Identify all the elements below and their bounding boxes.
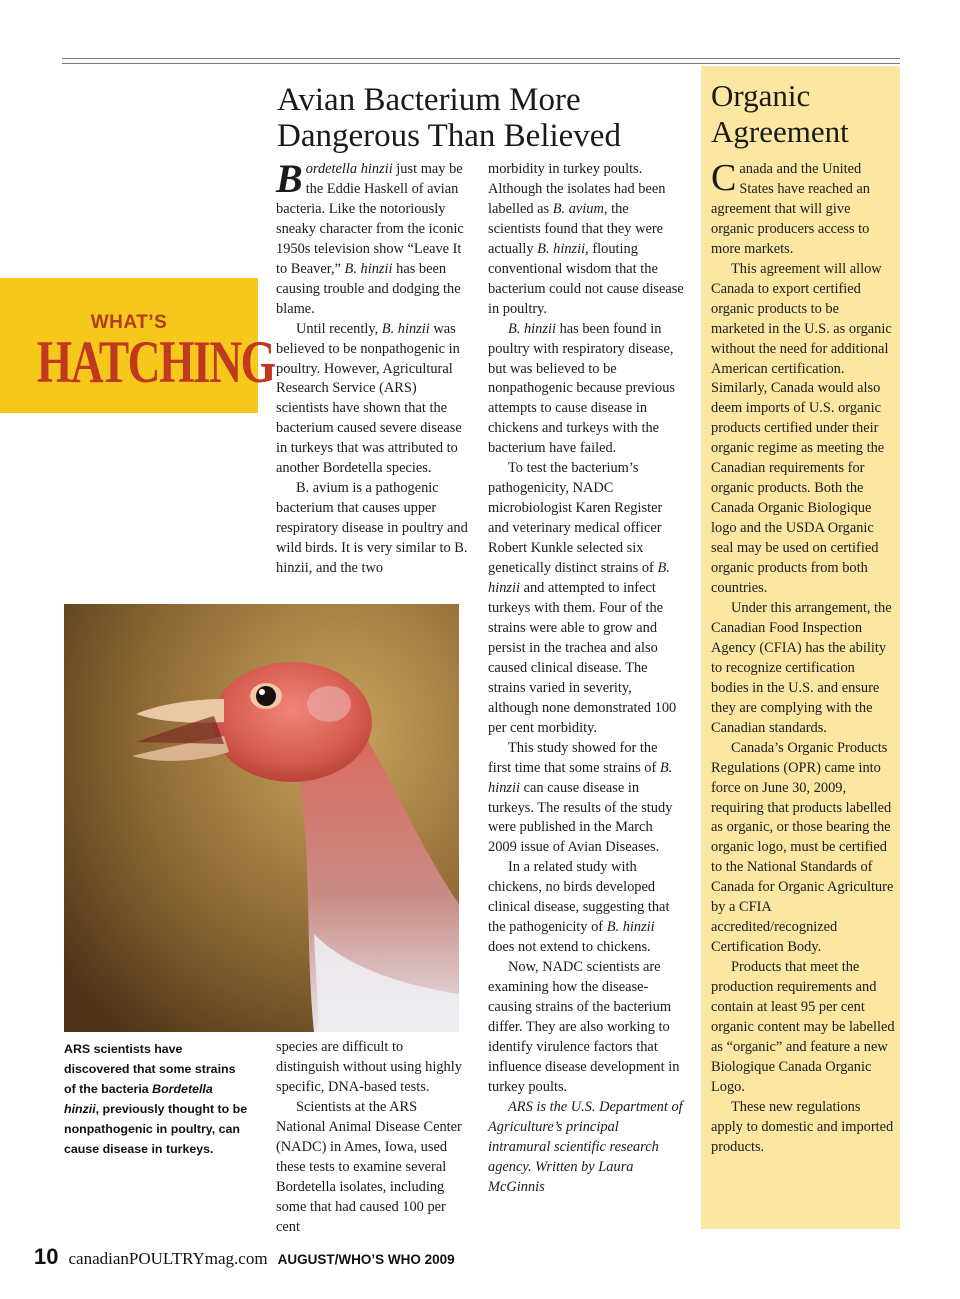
text-run: , the scientists found that they were actually bbox=[488, 200, 664, 257]
text-run: has been causing trouble and dodging the blame. bbox=[276, 260, 461, 317]
drop-cap: B bbox=[276, 156, 303, 201]
text-run: species are difficult to distinguish without using highly specific, DNA-based tests. bbox=[276, 1039, 462, 1095]
italic-text: B. hinzii bbox=[488, 560, 670, 597]
text-run: , previously thought to be nonpathogenic in poultry, can cause disease in turkeys. bbox=[64, 1101, 248, 1156]
paragraph bbox=[488, 1098, 684, 1198]
italic-text: B. hinzii bbox=[606, 919, 655, 936]
text-run: anada and the United States have reached an agreement that will give organic producers access to more markets. bbox=[711, 161, 871, 257]
text-run: These new regulations apply to domestic and imported products. bbox=[711, 1098, 894, 1155]
paragraph bbox=[276, 156, 468, 320]
sidebar-paragraph bbox=[711, 260, 895, 599]
article-title: Avian Bacterium More Dangerous Than Believed bbox=[277, 82, 621, 154]
sidebar-title: Organic Agreement bbox=[711, 78, 849, 149]
sidebar-paragraph bbox=[711, 739, 895, 958]
top-rule bbox=[62, 58, 900, 59]
section-banner bbox=[0, 278, 275, 413]
italic-text: B. hinzii bbox=[508, 320, 556, 337]
sidebar-paragraph bbox=[711, 599, 895, 739]
page-footer bbox=[34, 1244, 734, 1270]
article-column-2 bbox=[488, 160, 684, 1198]
sidebar-body bbox=[711, 157, 895, 1158]
text-run: Canada’s Organic Products Regulations (OPR) came into force on June 30, 2009, requiring that products labelled as organic, or those bearing the organic logo, must be certified to the National Standards of Canada for Organic Agriculture by a CFIA accredited/recognized Certification Body. bbox=[711, 739, 894, 956]
text-run: , flouting conventional wisdom that the bacterium could not cause disease in poultry. bbox=[488, 240, 684, 317]
text-run: can cause disease in turkeys. The results of the study were published in the March 2009 issue of Avian Diseases. bbox=[488, 779, 673, 856]
text-run: was believed to be nonpathogenic in poultry. However, Agricultural Research Service (ARS) scientists have shown that the bacterium caused severe disease in turkeys that was attributed to another Bordetella species. bbox=[276, 320, 462, 477]
sidebar-organic-agreement bbox=[701, 66, 900, 1229]
text-run: and attempted to infect turkeys with them. Four of the strains were able to grow and persist in the trachea and also caused clinical disease. The strains varied in severity, although none demonstrated 100 per cent morbidity. bbox=[488, 580, 677, 736]
magazine-url: canadianPOULTRYmag.com bbox=[68, 1249, 268, 1268]
text-run: Now, NADC scientists are examining how the disease-causing strains of the bacterium differ. They are also working to identify virulence factors that influence disease development in turkey poults. bbox=[488, 959, 680, 1095]
paragraph bbox=[276, 320, 468, 480]
sidebar-paragraph bbox=[711, 1098, 895, 1158]
paragraph bbox=[276, 1038, 468, 1098]
text-run: ARS scientists have discovered that some strains of the bacteria bbox=[64, 1042, 236, 1096]
text-run: Until recently, bbox=[296, 320, 382, 337]
page-number: 10 bbox=[34, 1244, 59, 1269]
italic-text: B. avium bbox=[552, 200, 604, 217]
paragraph bbox=[488, 858, 684, 958]
italic-text: Bordetella hinzii bbox=[64, 1081, 213, 1116]
sidebar-paragraph bbox=[711, 157, 895, 260]
text-run: morbidity in turkey poults. Although the isolates had been labelled as bbox=[488, 161, 666, 217]
sidebar-paragraph bbox=[711, 958, 895, 1098]
text-run: does not extend to chickens. bbox=[488, 939, 651, 956]
photo-caption bbox=[64, 1040, 249, 1159]
text-run: Scientists at the ARS National Animal Disease Center (NADC) in Ames, Iowa, used these tests to examine several Bordetella isolates, including some that had caused 100 per cent bbox=[276, 1098, 462, 1235]
italic-text: B. hinzii bbox=[537, 240, 586, 257]
article-column-1 bbox=[276, 156, 468, 579]
banner-kicker: WHAT’S bbox=[90, 312, 168, 333]
paragraph bbox=[276, 1098, 468, 1238]
italic-text: ARS is the U.S. Department of Agriculture’s principal intramural scientific research agency. Written by Laura McGinnis bbox=[488, 1098, 683, 1195]
banner-title: HATCHING bbox=[36, 329, 275, 395]
text-run: To test the bacterium’s pathogenicity, NADC microbiologist Karen Register and veterinary medical officer Robert Kunkle selected six genetically distinct strains of bbox=[488, 460, 663, 577]
top-rule-secondary bbox=[62, 63, 900, 64]
drop-cap: C bbox=[711, 157, 737, 199]
paragraph bbox=[488, 958, 684, 1098]
text-run: B. avium is a pathogenic bacterium that causes upper respiratory disease in poultry and wild birds. It is very similar to B. hinzii, and the two bbox=[276, 480, 468, 577]
text-run: Under this arrangement, the Canadian Food Inspection Agency (CFIA) has the ability to recognize certification bodies in the U.S. and ensure they are complying with the Canadian standards. bbox=[711, 599, 892, 736]
text-run: Products that meet the production requirements and contain at least 95 per cent organic content may be labelled as “organic” and feature a new Biologique Canada Organic Logo. bbox=[711, 959, 895, 1095]
italic-text: ordetella hinzii bbox=[305, 161, 393, 177]
issue-label: AUGUST/WHO’S WHO 2009 bbox=[277, 1252, 455, 1267]
italic-text: B. hinzii bbox=[381, 320, 430, 337]
text-run: In a related study with chickens, no birds developed clinical disease, suggesting that the pathogenicity of bbox=[488, 859, 670, 936]
paragraph bbox=[488, 459, 684, 738]
paragraph bbox=[488, 739, 684, 859]
text-run: just may be the Eddie Haskell of avian bacteria. Like the notoriously sneaky character from the iconic 1950s television show “Leave It to Beaver,” bbox=[276, 161, 464, 277]
paragraph bbox=[488, 160, 684, 320]
italic-text: B. hinzii bbox=[344, 260, 393, 277]
text-run: This study showed for the first time that some strains of bbox=[488, 739, 660, 776]
text-run: has been found in poultry with respiratory disease, but was believed to be nonpathogenic because previous attempts to cause disease in chickens and turkeys with the bacterium have failed. bbox=[488, 320, 676, 457]
text-run: This agreement will allow Canada to export certified organic products to be marketed in the U.S. as organic without the need for additional American certification. Similarly, Canada would also deem imports of U.S. organic products certified under their organic regime as meeting the Canadian requirements for organic products. Both the Canada Organic Biologique logo and the USDA Organic seal may be used on certified organic products from both countries. bbox=[711, 260, 892, 597]
paragraph bbox=[488, 320, 684, 460]
article-column-1-continued bbox=[276, 1038, 468, 1238]
italic-text: B. hinzii bbox=[488, 759, 673, 796]
paragraph bbox=[276, 479, 468, 579]
turkey-photo bbox=[64, 604, 459, 1032]
